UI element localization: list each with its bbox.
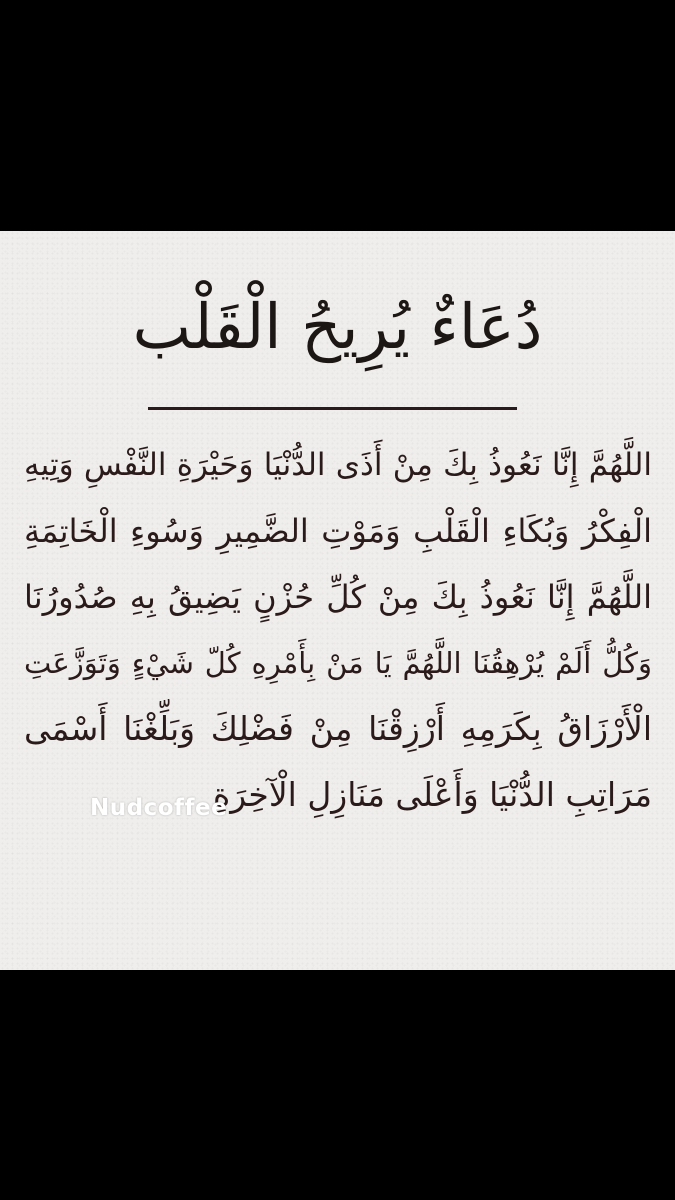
dua-line-3: اللَّهُمَّ إِنَّا نَعُوذُ بِكَ مِنْ كُلِّ حُزْنٍ يَضِيقُ بِهِ صُدُورُنَا [24,578,652,616]
dua-line-1: اللَّهُمَّ إِنَّا نَعُوذُ بِكَ مِنْ أَذَى الدُّنْيَا وَحَيْرَةِ النَّفْسِ وَتِيهِ [24,447,652,483]
dua-text [24,432,652,828]
dua-line-2: الْفِكْرُ وَبُكَاءِ الْقَلْبِ وَمَوْتِ الضَّمِيرِ وَسُوءِ الْخَاتِمَةِ [24,512,652,550]
dua-line-5: الْأَرْزَاقُ بِكَرَمِهِ أَرْزِقْنَا مِنْ فَضْلِكَ وَبَلِّغْنَا أَسْمَى [24,709,652,748]
dua-title: دُعَاءٌ يُرِيحُ الْقَلْب [132,290,543,363]
dua-line-4: وَكُلُّ أَلَمْ يُرْهِقُنَا اللَّهُمَّ يَا مَنْ بِأَمْرِهِ كُلّ شَيْءٍ وَتَوَزَّعَتِ [24,646,652,680]
dua-line-6: مَرَاتِبِ الدُّنْيَا وَأَعْلَى مَنَازِلِ الْآخِرَةِ [212,775,652,814]
title-underline [148,407,517,410]
watermark: Nudcoffee [90,795,228,821]
